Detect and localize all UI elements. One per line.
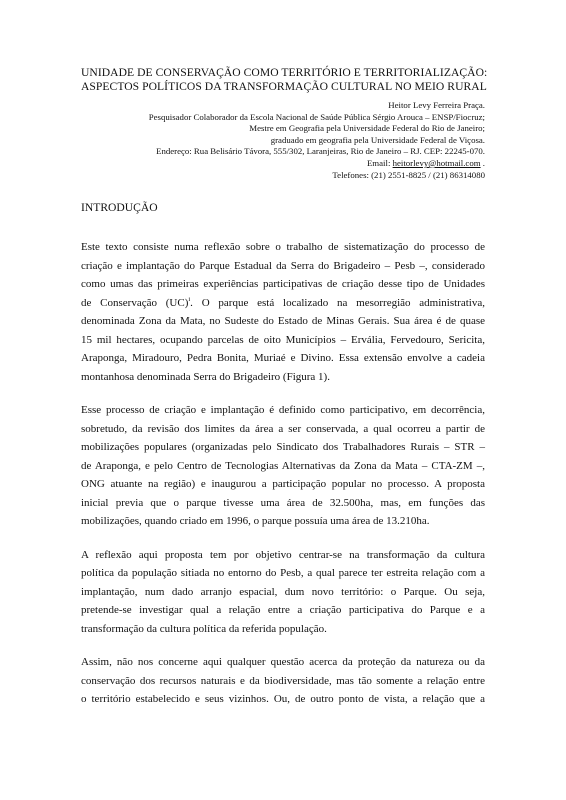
email-suffix: . xyxy=(482,157,485,168)
text-line: o território estabelecido e seus vizinhos. Ou, de outro ponto de vista, a relação que a xyxy=(81,693,485,705)
author-name: Heitor Levy Ferreira Praça. xyxy=(388,100,485,110)
text-line: mobilizações, quando criado em 1996, o parque possuía uma área de 13.210ha. xyxy=(81,515,430,527)
text-line: 15 mil hectares, ocupando parcelas de oito Municípios – Ervália, Fervedouro, Sericita, xyxy=(81,333,485,346)
text-line: Esse processo de criação e implantação é definido como participativo, em decorrência, xyxy=(81,404,485,416)
author-affiliation-3: graduado em geografia pela Universidade Federal de Viçosa. xyxy=(270,134,485,145)
author-email-line xyxy=(45,158,485,170)
author-phones: Telefones: (21) 2551-8825 / (21) 86314080 xyxy=(332,169,485,180)
text-line: Araponga, Miradouro, Pedra Bonita, Muriaé e Divino. Essa extensão envolve a cadeia xyxy=(81,352,485,364)
text-line: criação e implantação do Parque Estadual da Serra do Brigadeiro – Pesb –, considerado xyxy=(81,259,485,272)
text-line-with-footnote xyxy=(81,294,485,313)
footnote-marker[interactable]: i xyxy=(188,295,191,303)
text-line: conservação dos recursos naturais e da biodiversidade, mas tão somente a relação entre xyxy=(81,674,485,687)
text-line: transformação da cultura política da referida população. xyxy=(81,622,327,635)
author-affiliation-1: Pesquisador Colaborador da Escola Nacional de Saúde Pública Sérgio Arouca – ENSP/Fiocruz; xyxy=(148,111,485,122)
text-line: sobretudo, da revisão dos limites da área a ser conservada, a qual ocorreu a partir de xyxy=(81,422,485,435)
title-line-1: UNIDADE DE CONSERVAÇÃO COMO TERRITÓRIO E TERRITORIALIZAÇÃO: xyxy=(81,66,488,79)
paragraph-2 xyxy=(81,401,485,531)
email-link[interactable]: heitorlevy@hotmail.com xyxy=(392,157,481,168)
paragraph-3 xyxy=(81,546,485,639)
text-line: pretende-se investigar qual a relação entre a criação participativa do Parque e a xyxy=(81,604,485,616)
text-line: montanhosa denominada Serra do Brigadeiro (Figura 1). xyxy=(81,370,330,383)
text-fragment: . O parque está localizado na mesorregião administrativa, xyxy=(190,296,485,309)
paragraph-1 xyxy=(81,238,485,386)
paragraph-4 xyxy=(81,653,485,709)
text-line: Este texto consiste numa reflexão sobre o trabalho de sistematização do processo de xyxy=(81,241,485,253)
body-text xyxy=(81,238,485,724)
text-line: denominada Zona da Mata, no Sudeste do Estado de Minas Gerais. Sua área é de quase xyxy=(81,315,485,327)
author-address: Endereço: Rua Belisário Távora, 555/302, Laranjeiras, Rio de Janeiro – RJ. CEP: 22245-070. xyxy=(156,146,485,157)
email-label: Email: xyxy=(366,157,391,168)
section-heading-introduction: INTRODUÇÃO xyxy=(81,201,158,214)
text-line: ONG atuante na região) e inaugurou a participação popular no processo. A proposta xyxy=(81,478,485,490)
text-line: A reflexão aqui proposta tem por objetivo centrar-se na transformação da cultura xyxy=(81,548,485,561)
title-line-2: ASPECTOS POLÍTICOS DA TRANSFORMAÇÃO CULTURAL NO MEIO RURAL xyxy=(81,80,487,93)
paper-title xyxy=(81,66,501,94)
author-block xyxy=(45,100,485,181)
text-line: mobilizações populares (organizadas pelo Sindicato dos Trabalhadores Rurais – STR – xyxy=(81,441,485,453)
text-line: Assim, não nos concerne aqui qualquer questão acerca da proteção da natureza ou da xyxy=(81,656,485,668)
text-line: inicial previa que o parque tivesse uma área de 32.500ha, mas, em funções das xyxy=(81,496,485,509)
text-fragment: de Conservação (UC) xyxy=(81,296,189,309)
author-affiliation-2: Mestre em Geografia pela Universidade Federal do Rio de Janeiro; xyxy=(249,123,485,134)
text-line: política da população sitiada no entorno do Pesb, a qual parece ter estreita relação com a xyxy=(81,567,485,579)
text-line: implantação, num dado arranjo espacial, dum novo território: o Parque. Ou seja, xyxy=(81,585,485,598)
text-line: como umas das primeiras experiências participativas de criação desse tipo de Unidades xyxy=(81,278,485,290)
text-line: de Araponga, e pelo Centro de Tecnologias Alternativas da Zona da Mata – CTA-ZM –, xyxy=(81,459,485,472)
